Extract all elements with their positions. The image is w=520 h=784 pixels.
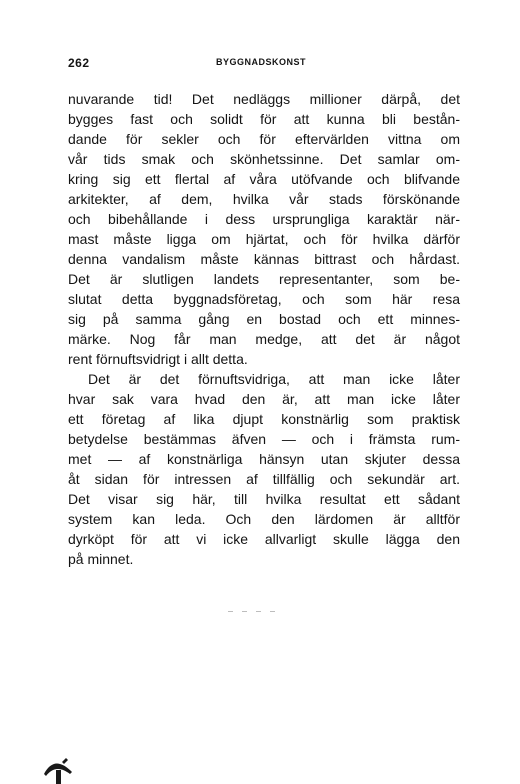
- body-text: [68, 89, 460, 569]
- text-line: åt sidan för intressen af tillfällig och sekundär art.: [68, 471, 460, 487]
- text-line: mast måste ligga om hjärtat, och för hvilka därför: [68, 231, 460, 247]
- text-line: hvar sak vara hvad den är, att man icke låter: [68, 391, 460, 407]
- text-line: Det är slutligen landets representanter, som be-: [68, 271, 460, 287]
- text-line: vår tids smak och skönhetssinne. Det samlar om-: [68, 151, 460, 167]
- text-line: met — af konstnärliga hänsyn utan skjuter dessa: [68, 451, 460, 467]
- text-line: dyrköpt för att vi icke allvarligt skulle lägga den: [68, 531, 460, 547]
- page-header: [68, 56, 458, 72]
- library-stamp-icon: [40, 752, 76, 784]
- text-line: och bibehållande i dess ursprungliga karaktär när-: [68, 211, 460, 227]
- text-line: kring sig ett flertal af våra utöfvande och blifvande: [68, 171, 460, 187]
- text-line: denna vandalism måste kännas bittrast och hårdast.: [68, 251, 460, 267]
- page-number: 262: [68, 56, 90, 70]
- text-line: ett företag af lika djupt konstnärlig som praktisk: [68, 411, 460, 427]
- text-line: system kan leda. Och den lärdomen är alltför: [68, 511, 460, 527]
- text-line: betydelse bestämmas äfven — och i främsta rum-: [68, 431, 460, 447]
- running-head: BYGGNADSKONST: [216, 57, 307, 67]
- text-line: sig på samma gång en bostad och ett minnes-: [68, 311, 460, 327]
- text-line: Det visar sig här, till hvilka resultat ett sådant: [68, 491, 460, 507]
- faint-ornament: [228, 602, 288, 608]
- text-line: arkitekter, af dem, hvilka vår stads förskönande: [68, 191, 460, 207]
- text-line: märke. Nog får man medge, att det är något: [68, 331, 460, 347]
- text-line: dande för sekler och för eftervärlden vittna om: [68, 131, 460, 147]
- text-line: rent förnuftsvidrigt i allt detta.: [68, 351, 248, 367]
- text-line: bygges fast och solidt för att kunna bli bestån-: [68, 111, 460, 127]
- text-line: Det är det förnuftsvidriga, att man icke låter: [88, 371, 460, 387]
- text-line: på minnet.: [68, 551, 134, 567]
- text-line: nuvarande tid! Det nedläggs millioner därpå, det: [68, 91, 460, 107]
- text-line: slutat detta byggnadsföretag, och som här resa: [68, 291, 460, 307]
